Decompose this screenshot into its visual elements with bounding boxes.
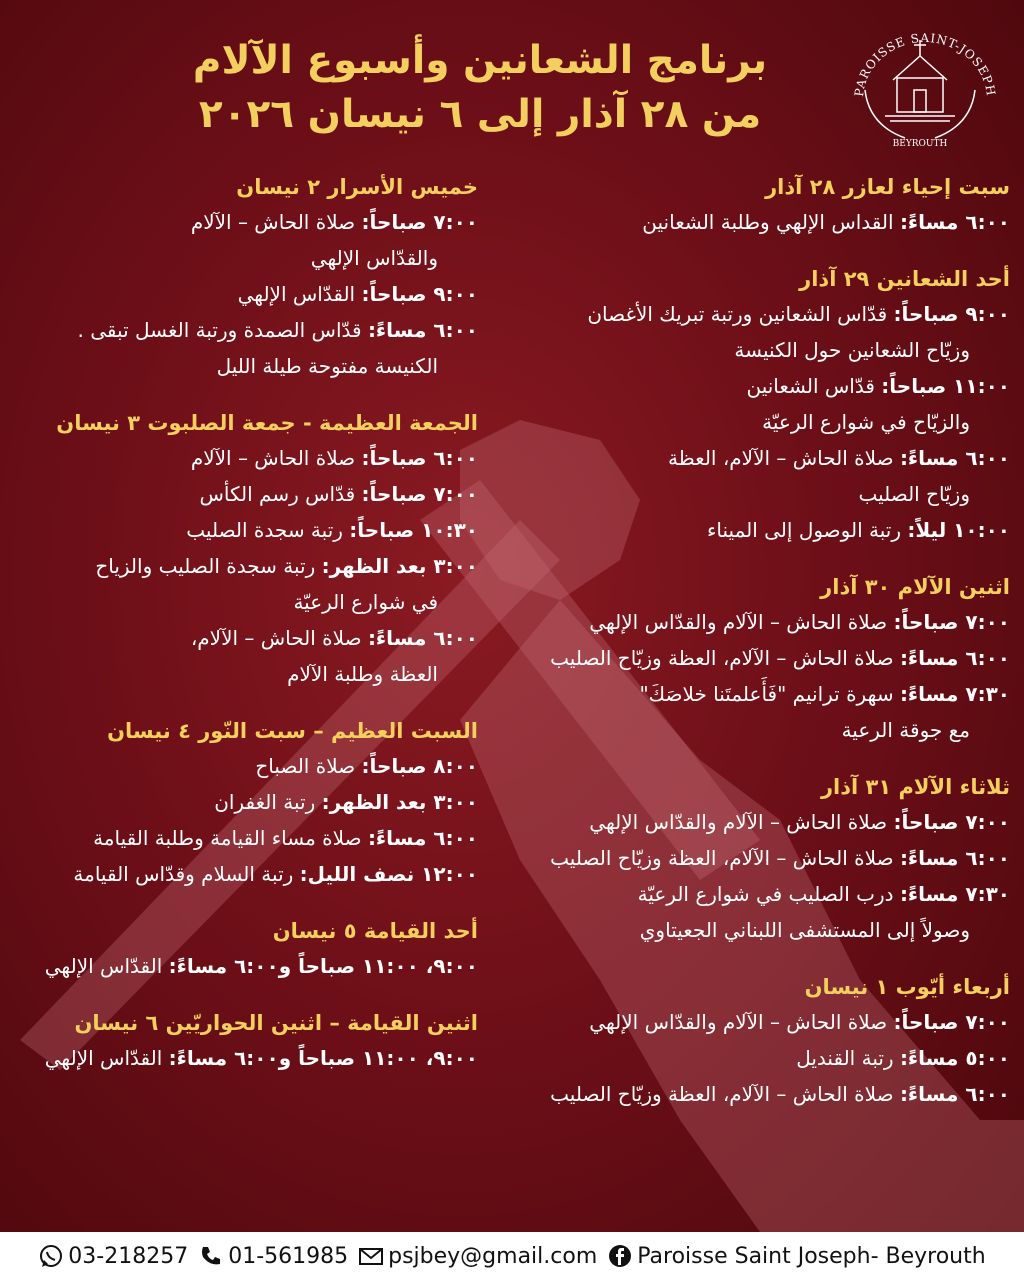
schedule-text: القدّاس الإلهي — [44, 954, 169, 978]
schedule-text: وزيّاح الصليب — [858, 482, 970, 506]
schedule-text: صلاة الحاش – الآلام — [190, 210, 362, 234]
day-section — [8, 1006, 478, 1076]
schedule-line — [8, 948, 478, 984]
schedule-line — [510, 332, 1010, 368]
schedule-time: ٧:٠٠ صباحاً: — [893, 1010, 1010, 1034]
phone-icon — [198, 1243, 224, 1269]
schedule-line — [8, 656, 478, 692]
schedule-time: ٦:٠٠ صباحاً: — [361, 446, 478, 470]
logo-ring-text: PAROISSE SAINT-JOSEPH — [852, 30, 999, 98]
schedule-text: رتبة سجدة الصليب والزياح — [95, 554, 322, 578]
schedule-text: مع جوقة الرعية — [841, 718, 970, 742]
schedule-time: ٧:٣٠ مساءً: — [899, 682, 1010, 706]
schedule-line — [510, 712, 1010, 748]
schedule-text: والزيّاح في شوارع الرعيّة — [762, 410, 970, 434]
day-title: اثنين الآلام ٣٠ آذار — [820, 575, 1010, 599]
schedule-column-left — [8, 170, 478, 1098]
schedule-line — [510, 368, 1010, 404]
schedule-text: قدّاس الصمدة ورتبة الغسل تبقى . — [77, 318, 368, 342]
schedule-line — [510, 476, 1010, 512]
schedule-text: صلاة الصباح — [255, 754, 362, 778]
phone-number: 01-561985 — [228, 1243, 349, 1269]
schedule-line — [8, 476, 478, 512]
schedule-text: صلاة الحاش – الآلام والقدّاس الإلهي — [589, 1010, 894, 1034]
day-section — [8, 914, 478, 984]
church-icon — [845, 30, 1005, 150]
schedule-line — [8, 620, 478, 656]
day-section — [510, 170, 1010, 240]
schedule-line — [510, 1004, 1010, 1040]
day-title: أحد الشعانين ٢٩ آذار — [799, 267, 1010, 291]
schedule-line — [510, 804, 1010, 840]
schedule-line — [510, 840, 1010, 876]
contact-footer — [0, 1232, 1024, 1280]
schedule-text: صلاة الحاش – الآلام — [190, 446, 362, 470]
schedule-line — [8, 204, 478, 240]
schedule-text: صلاة الحاش – الآلام، — [190, 626, 368, 650]
schedule-time: ٧:٠٠ صباحاً: — [893, 610, 1010, 634]
schedule-text: صلاة الحاش – الآلام والقدّاس الإلهي — [589, 810, 894, 834]
schedule-line — [510, 296, 1010, 332]
schedule-line — [510, 404, 1010, 440]
parish-logo — [845, 30, 1005, 150]
email-address: psjbey@gmail.com — [388, 1243, 598, 1269]
schedule-time: ١٢:٠٠ نصف الليل: — [299, 862, 478, 886]
schedule-text: رتبة الغفران — [214, 790, 322, 814]
whatsapp-icon — [38, 1243, 64, 1269]
logo-city: BEYROUTH — [892, 139, 948, 149]
schedule-line — [8, 584, 478, 620]
schedule-time: ١٠:٣٠ صباحاً: — [349, 518, 478, 542]
schedule-text: صلاة الحاش – الآلام، العظة وزيّاح الصليب — [550, 846, 900, 870]
schedule-text: قدّاس الشعانين — [746, 374, 882, 398]
page-title: برنامج الشعانين وأسبوع الآلام — [192, 38, 768, 83]
facebook-page: Paroisse Saint Joseph- Beyrouth — [637, 1243, 986, 1269]
schedule-time: ٧:٠٠ صباحاً: — [893, 810, 1010, 834]
schedule-line — [510, 1040, 1010, 1076]
schedule-line — [510, 1076, 1010, 1112]
schedule-time: ٦:٠٠ مساءً: — [367, 826, 478, 850]
schedule-text: القدّاس الإلهي — [44, 1046, 169, 1070]
day-title: سبت إحياء لعازر ٢٨ آذار — [765, 175, 1010, 199]
schedule-text: العظة وطلبة الآلام — [287, 662, 438, 686]
date-range-title: من ٢٨ آذار إلى ٦ نيسان ٢٠٢٦ — [198, 92, 762, 137]
schedule-text: سهرة ترانيم "فَأَعلمتَنا خلاصَكَ" — [639, 682, 900, 706]
whatsapp-contact[interactable] — [38, 1243, 188, 1269]
svg-text:PAROISSE SAINT-JOSEPH — [852, 31, 998, 97]
schedule-time: ٩:٠٠، ١١:٠٠ صباحاً و٦:٠٠ مساءً: — [168, 1046, 478, 1070]
schedule-time: ٥:٠٠ مساءً: — [899, 1046, 1010, 1070]
schedule-line — [8, 1040, 478, 1076]
day-section — [8, 406, 478, 692]
schedule-time: ٣:٠٠ بعد الظهر: — [321, 790, 478, 814]
phone-contact[interactable] — [198, 1243, 348, 1269]
schedule-text: صلاة الحاش – الآلام، العظة وزيّاح الصليب — [550, 646, 900, 670]
schedule-time: ٩:٠٠، ١١:٠٠ صباحاً و٦:٠٠ مساءً: — [168, 954, 478, 978]
schedule-line — [8, 820, 478, 856]
day-section — [510, 262, 1010, 548]
schedule-time: ٧:٠٠ صباحاً: — [361, 210, 478, 234]
day-title: السبت العظيم – سبت النّور ٤ نيسان — [107, 719, 478, 743]
schedule-line — [8, 312, 478, 348]
schedule-time: ٩:٠٠ صباحاً: — [361, 282, 478, 306]
schedule-line — [8, 240, 478, 276]
email-contact[interactable] — [358, 1243, 597, 1269]
schedule-time: ٦:٠٠ مساءً: — [367, 626, 478, 650]
schedule-line — [8, 748, 478, 784]
schedule-text: رتبة الوصول إلى الميناء — [707, 518, 908, 542]
schedule-text: القداس الإلهي وطلبة الشعانين — [642, 210, 900, 234]
schedule-time: ٦:٠٠ مساءً: — [899, 646, 1010, 670]
schedule-line — [8, 784, 478, 820]
day-title: أربعاء أيّوب ١ نيسان — [804, 975, 1010, 999]
day-section — [510, 970, 1010, 1112]
schedule-line — [8, 856, 478, 892]
schedule-text: صلاة الحاش – الآلام والقدّاس الإلهي — [589, 610, 894, 634]
schedule-text: رتبة سجدة الصليب — [186, 518, 350, 542]
schedule-text: في شوارع الرعيّة — [293, 590, 438, 614]
schedule-time: ٣:٠٠ بعد الظهر: — [321, 554, 478, 578]
schedule-time: ٦:٠٠ مساءً: — [899, 446, 1010, 470]
schedule-text: رتبة القنديل — [796, 1046, 900, 1070]
schedule-text: والقدّاس الإلهي — [310, 246, 438, 270]
day-title: أحد القيامة ٥ نيسان — [272, 919, 478, 943]
schedule-line — [510, 876, 1010, 912]
schedule-time: ٦:٠٠ مساءً: — [899, 846, 1010, 870]
email-icon — [358, 1243, 384, 1269]
schedule-line — [510, 512, 1010, 548]
schedule-line — [510, 640, 1010, 676]
day-section — [510, 570, 1010, 748]
schedule-column-right — [510, 170, 1010, 1134]
day-title: خميس الأسرار ٢ نيسان — [236, 175, 478, 199]
schedule-time: ٧:٠٠ صباحاً: — [361, 482, 478, 506]
day-section — [510, 770, 1010, 948]
schedule-line — [510, 604, 1010, 640]
schedule-time: ٨:٠٠ صباحاً: — [361, 754, 478, 778]
schedule-line — [8, 548, 478, 584]
schedule-text: درب الصليب في شوارع الرعيّة — [637, 882, 900, 906]
whatsapp-number: 03-218257 — [68, 1243, 189, 1269]
day-title: اثنين القيامة – اثنين الحواريّين ٦ نيسان — [74, 1011, 478, 1035]
schedule-time: ٩:٠٠ صباحاً: — [893, 302, 1010, 326]
schedule-text: القدّاس الإلهي — [237, 282, 362, 306]
schedule-text: وصولاً إلى المستشفى اللبناني الجعيتاوي — [639, 918, 970, 942]
schedule-text: الكنيسة مفتوحة طيلة الليل — [216, 354, 438, 378]
schedule-line — [510, 676, 1010, 712]
schedule-text: قدّاس رسم الكأس — [199, 482, 362, 506]
schedule-line — [8, 440, 478, 476]
day-section — [8, 170, 478, 384]
schedule-time: ٦:٠٠ مساءً: — [899, 210, 1010, 234]
schedule-text: صلاة الحاش – الآلام، العظة وزيّاح الصليب — [550, 1082, 900, 1106]
schedule-line — [510, 204, 1010, 240]
day-title: ثلاثاء الآلام ٣١ آذار — [820, 775, 1010, 799]
schedule-time: ٦:٠٠ مساءً: — [367, 318, 478, 342]
day-title: الجمعة العظيمة - جمعة الصلبوت ٣ نيسان — [56, 411, 478, 435]
schedule-text: قدّاس الشعانين ورتبة تبريك الأغصان — [587, 302, 894, 326]
schedule-line — [8, 348, 478, 384]
schedule-line — [8, 512, 478, 548]
facebook-contact[interactable] — [607, 1243, 985, 1269]
schedule-text: رتبة السلام وقدّاس القيامة — [73, 862, 300, 886]
schedule-text: وزيّاح الشعانين حول الكنيسة — [734, 338, 970, 362]
schedule-text: صلاة مساء القيامة وطلبة القيامة — [93, 826, 368, 850]
schedule-line — [510, 440, 1010, 476]
schedule-time: ٧:٣٠ مساءً: — [899, 882, 1010, 906]
schedule-line — [8, 276, 478, 312]
schedule-time: ١١:٠٠ صباحاً: — [881, 374, 1010, 398]
schedule-text: صلاة الحاش – الآلام، العظة — [668, 446, 900, 470]
schedule-time: ٦:٠٠ مساءً: — [899, 1082, 1010, 1106]
day-section — [8, 714, 478, 892]
schedule-time: ١٠:٠٠ ليلاً: — [907, 518, 1010, 542]
facebook-icon — [607, 1243, 633, 1269]
schedule-line — [510, 912, 1010, 948]
